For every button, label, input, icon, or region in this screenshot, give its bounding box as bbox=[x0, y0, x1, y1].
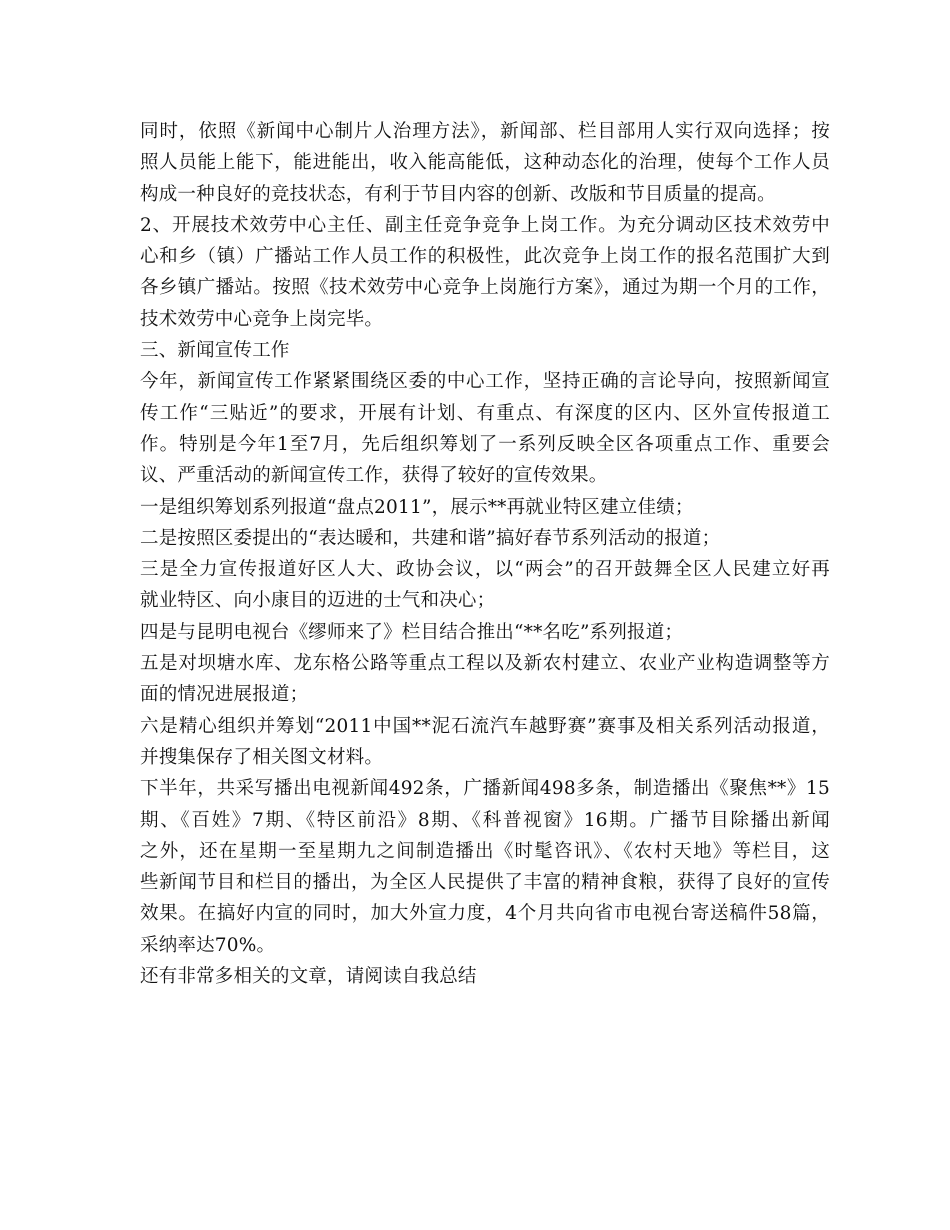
text-line: 还有非常多相关的文章，请阅读自我总结 bbox=[140, 966, 477, 988]
document-body bbox=[140, 116, 830, 992]
list-item: 三是全力宣传报道好区人大、政协会议，以“两会”的召开鼓舞全区人民建立好再 bbox=[140, 559, 830, 581]
text-line: 2、开展技术效劳中心主任、副主任竞争竞争上岗工作。为充分调动区技术效劳中 bbox=[140, 214, 830, 236]
list-item: 六是精心组织并筹划“2011中国**泥石流汽车越野赛”赛事及相关系列活动报道， bbox=[140, 715, 830, 737]
section-heading: 三、新闻宣传工作 bbox=[140, 340, 290, 362]
text-line: 并搜集保存了相关图文材料。 bbox=[140, 746, 384, 768]
text-line: 面的情况进展报道； bbox=[140, 684, 309, 706]
text-line: 技术效劳中心竞争上岗完毕。 bbox=[140, 308, 384, 330]
list-item: 五是对坝塘水库、龙东格公路等重点工程以及新农村建立、农业产业构造调整等方 bbox=[140, 653, 830, 675]
text-line: 构成一种良好的竞技状态，有利于节目内容的创新、改版和节目质量的提高。 bbox=[140, 183, 776, 205]
text-line: 些新闻节目和栏目的播出，为全区人民提供了丰富的精神食粮，获得了良好的宣传 bbox=[140, 872, 830, 894]
list-item: 一是组织筹划系列报道“盘点2011”，展示**再就业特区建立佳绩； bbox=[140, 496, 694, 518]
text-line: 效果。在搞好内宣的同时，加大外宣力度，4个月共向省市电视台寄送稿件58篇， bbox=[140, 903, 830, 925]
text-line: 下半年，共采写播出电视新闻492条，广播新闻498多条，制造播出《聚焦**》15 bbox=[140, 778, 830, 800]
list-item: 二是按照区委提出的“表达暖和，共建和谐”搞好春节系列活动的报道； bbox=[140, 527, 721, 549]
text-line: 今年，新闻宣传工作紧紧围绕区委的中心工作，坚持正确的言论导向，按照新闻宣 bbox=[140, 371, 830, 393]
text-line: 同时，依照《新闻中心制片人治理方法》，新闻部、栏目部用人实行双向选择；按 bbox=[140, 121, 830, 142]
list-item: 四是与昆明电视台《缪师来了》栏目结合推出“**名吃”系列报道； bbox=[140, 621, 684, 643]
text-line: 心和乡（镇）广播站工作人员工作的积极性，此次竞争上岗工作的报名范围扩大到 bbox=[140, 246, 830, 268]
text-line: 传工作“三贴近”的要求，开展有计划、有重点、有深度的区内、区外宣传报道工 bbox=[140, 402, 830, 424]
text-line: 照人员能上能下，能进能出，收入能高能低，这种动态化的治理，使每个工作人员 bbox=[140, 152, 830, 174]
text-line: 作。特别是今年1至7月，先后组织筹划了一系列反映全区各项重点工作、重要会 bbox=[140, 433, 830, 455]
text-line: 期、《百姓》7期、《特区前沿》8期、《科普视窗》16期。广播节目除播出新闻 bbox=[140, 809, 830, 831]
text-line: 议、严重活动的新闻宣传工作，获得了较好的宣传效果。 bbox=[140, 465, 608, 487]
text-line: 采纳率达70%。 bbox=[140, 934, 276, 956]
text-line: 就业特区、向小康目的迈进的士气和决心； bbox=[140, 590, 496, 612]
text-line: 之外，还在星期一至星期九之间制造播出《时髦咨讯》、《农村天地》等栏目，这 bbox=[140, 840, 830, 862]
text-line: 各乡镇广播站。按照《技术效劳中心竞争上岗施行方案》，通过为期一个月的工作， bbox=[140, 277, 830, 299]
